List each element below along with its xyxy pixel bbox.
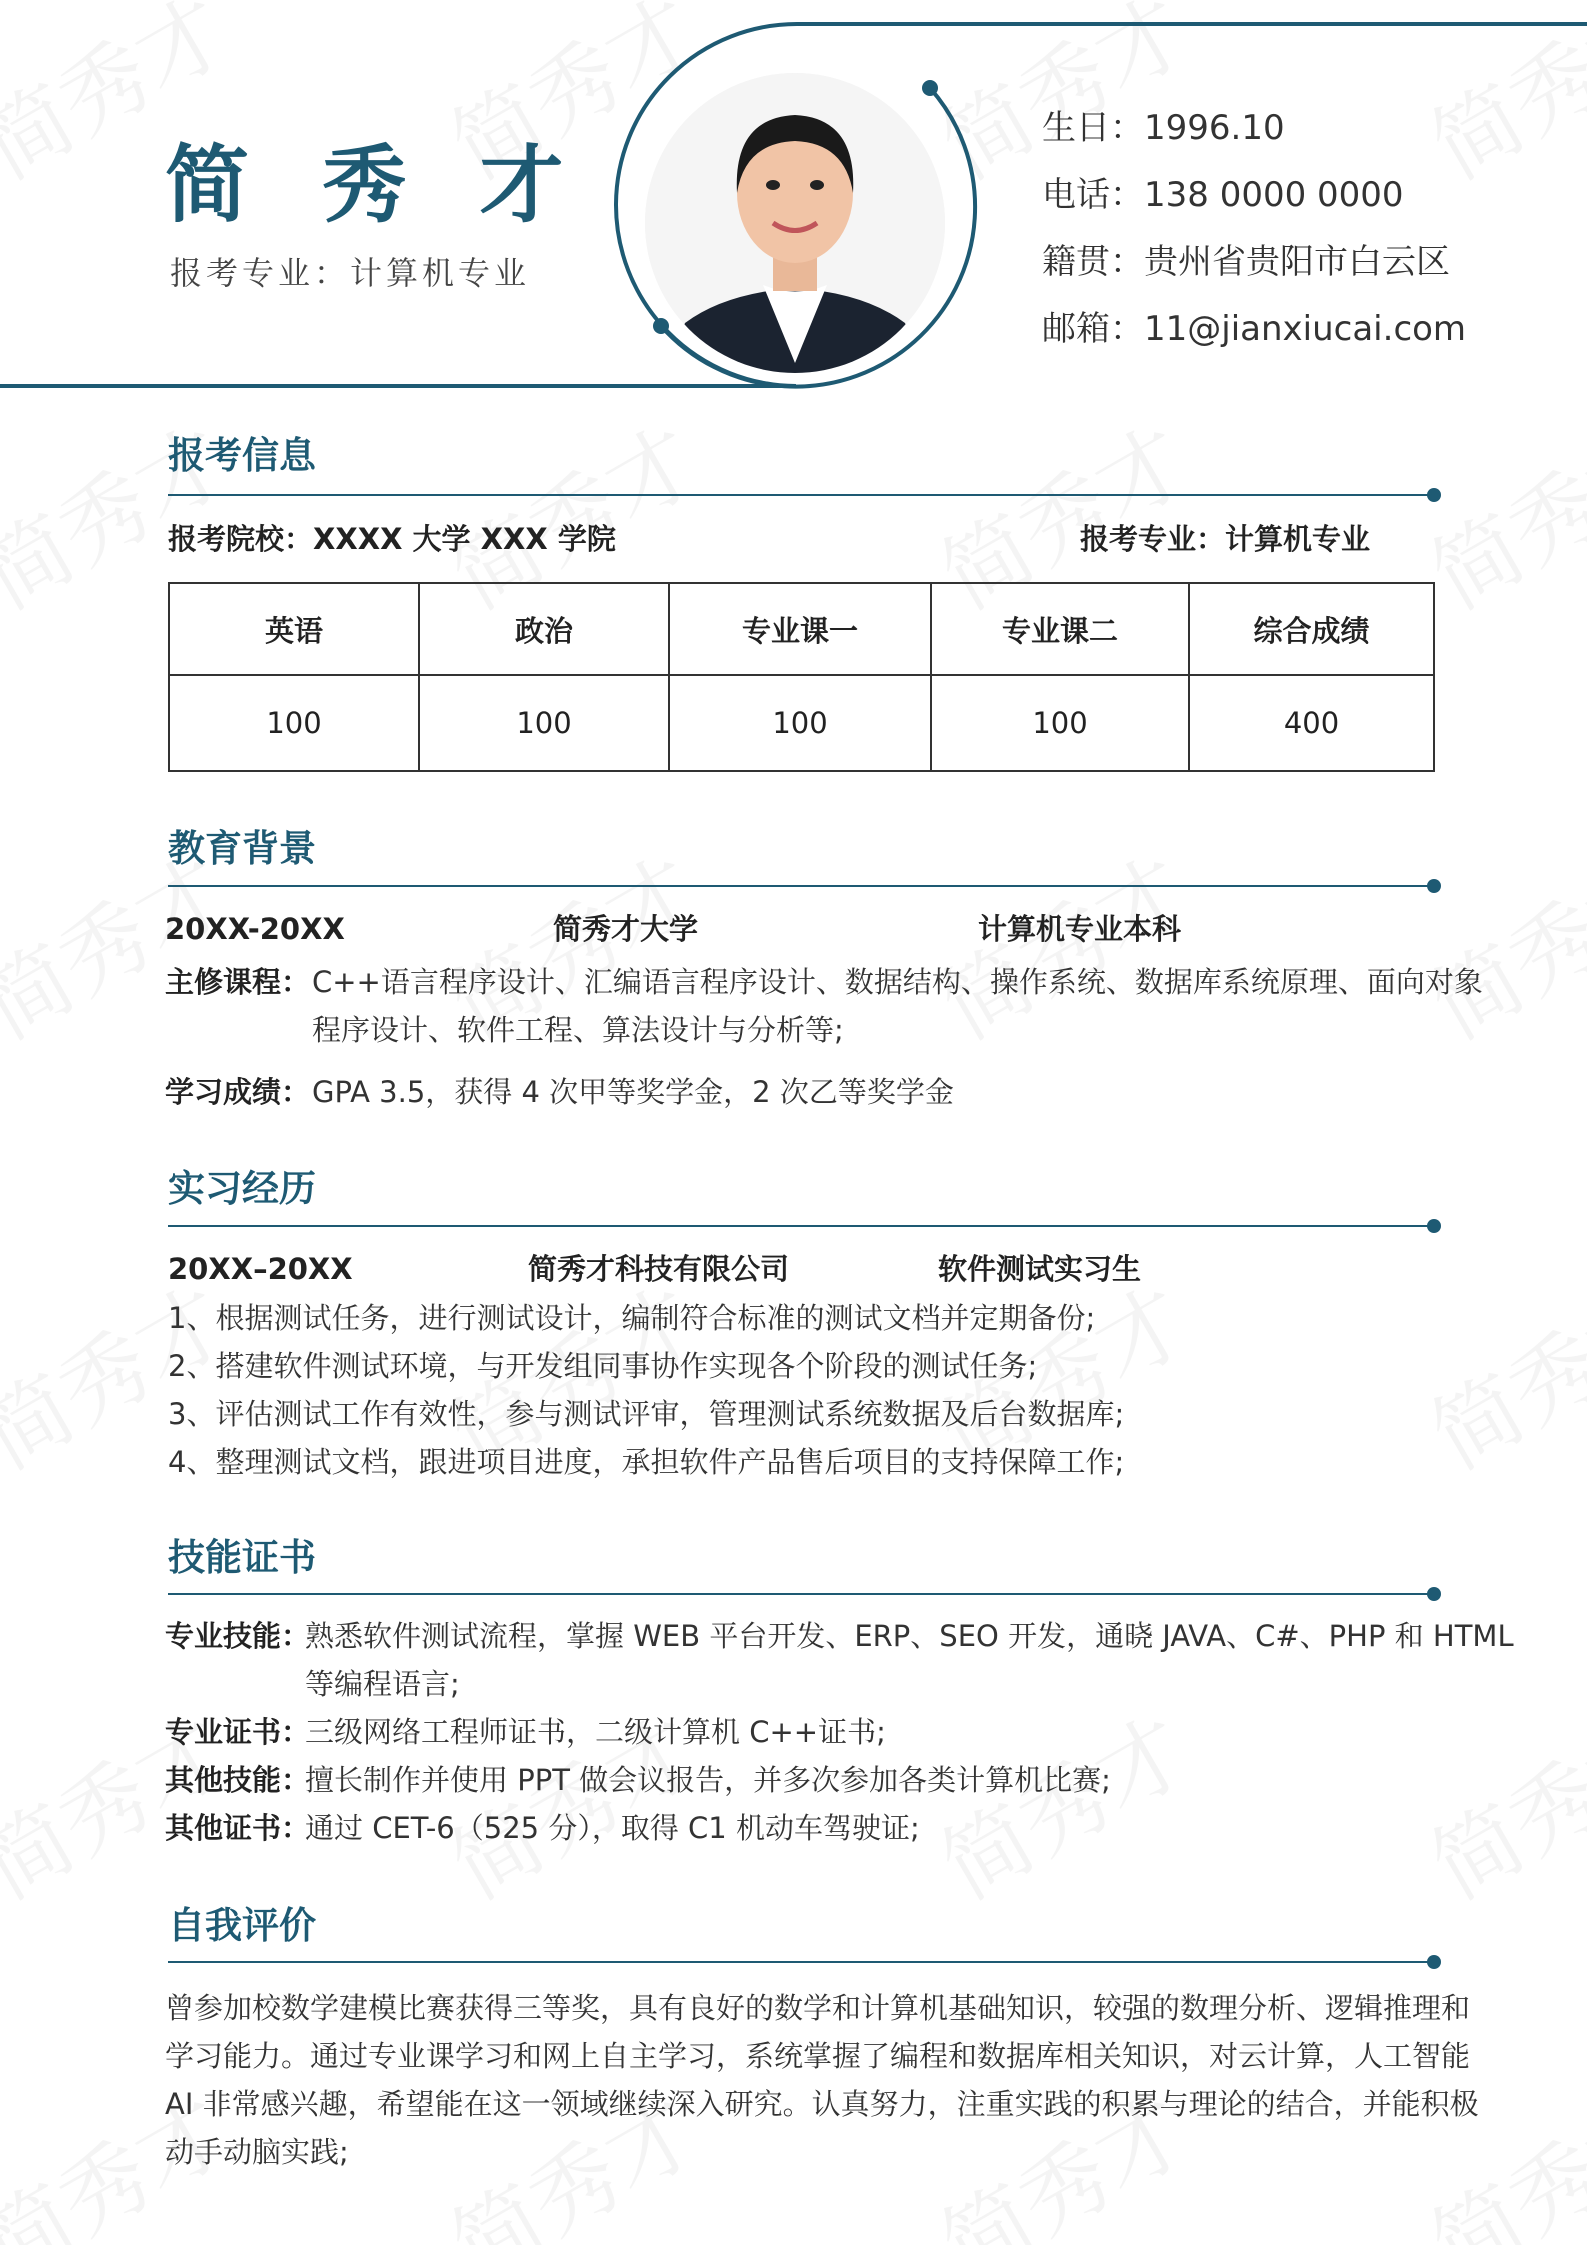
self-eval-line: 学习能力。通过专业课学习和网上自主学习，系统掌握了编程和数据库相关知识，对云计算，人工智能 [165,2039,1471,2073]
cert-label: 专业证书： [165,1715,311,1749]
section-divider-dot [1427,879,1441,893]
education-period: 20XX-20XX [165,912,345,946]
other-skills-value: 擅长制作并使用 PPT 做会议报告，并多次参加各类计算机比赛; [305,1763,1111,1797]
score-english: 100 [169,675,419,771]
contact-birthday: 生日：1996.10 [1042,108,1285,148]
section-divider [168,885,1431,887]
profile-photo [645,73,945,373]
internship-company: 简秀才科技有限公司 [528,1252,790,1286]
internship-item: 1、根据测试任务，进行测试设计，编制符合标准的测试文档并定期备份; [168,1301,1096,1335]
section-divider [168,1593,1431,1595]
self-eval-line: 曾参加校数学建模比赛获得三等奖，具有良好的数学和计算机基础知识，较强的数理分析、逻辑推理和 [165,1991,1471,2025]
internship-item: 4、整理测试文档，跟进项目进度，承担软件产品售后项目的支持保障工作; [168,1445,1125,1479]
candidate-name: 简 秀 才 [165,136,586,234]
watermark [1406,1682,1587,1923]
header-english: 英语 [169,583,419,675]
contact-email: 邮箱：11@jianxiucai.com [1042,309,1467,349]
score-politics: 100 [419,675,669,771]
internship-position: 软件测试实习生 [938,1252,1142,1286]
header-course2: 专业课二 [931,583,1189,675]
exam-major: 报考专业：计算机专业 [1080,522,1371,556]
cert-value: 三级网络工程师证书，二级计算机 C++证书; [305,1715,886,1749]
section-title-exam: 报考信息 [168,434,316,477]
internship-period: 20XX–20XX [168,1252,353,1286]
education-school: 简秀才大学 [553,912,699,946]
score-course1: 100 [669,675,931,771]
contact-phone: 电话：138 0000 0000 [1042,175,1404,215]
applied-major-subtitle: 报考专业：计算机专业 [170,254,531,292]
section-divider-dot [1427,488,1441,502]
self-eval-line: 动手动脑实践; [165,2135,349,2169]
self-eval-line: AI 非常感兴趣，希望能在这一领域继续深入研究。认真努力，注重实践的积累与理论的结合，并能积极 [165,2087,1479,2121]
section-title-internship: 实习经历 [168,1167,316,1210]
internship-item: 3、评估测试工作有效性，参与测试评审，管理测试系统数据及后台数据库; [168,1397,1125,1431]
header-course1: 专业课一 [669,583,931,675]
courses-label: 主修课程： [165,965,311,999]
education-degree: 计算机专业本科 [978,912,1182,946]
watermark [1406,1252,1587,1493]
watermark [1406,822,1587,1063]
courses-line-1: C++语言程序设计、汇编语言程序设计、数据结构、操作系统、数据库系统原理、面向对象 [312,965,1483,999]
contact-info [1042,105,1466,373]
section-divider [168,494,1431,496]
section-divider-dot [1427,1219,1441,1233]
courses-line-2: 程序设计、软件工程、算法设计与分析等; [312,1013,844,1047]
score-table-row [169,675,1434,771]
pro-skills-label: 专业技能： [165,1619,311,1653]
other-skills-label: 其他技能： [165,1763,311,1797]
score-course2: 100 [931,675,1189,771]
section-divider-dot [1427,1955,1441,1969]
internship-item: 2、搭建软件测试环境，与开发组同事协作实现各个阶段的测试任务; [168,1349,1038,1383]
score-table-header [169,583,1434,675]
header-total: 综合成绩 [1189,583,1434,675]
other-cert-label: 其他证书： [165,1811,311,1845]
score-table [168,582,1435,772]
section-divider-dot [1427,1587,1441,1601]
section-divider [168,1225,1431,1227]
section-title-education: 教育背景 [168,827,316,870]
exam-school: 报考院校：XXXX 大学 XXX 学院 [168,522,616,556]
header-politics: 政治 [419,583,669,675]
pro-skills-line-2: 等编程语言; [305,1667,460,1701]
other-cert-value: 通过 CET-6（525 分），取得 C1 机动车驾驶证; [305,1811,920,1845]
contact-hometown: 籍贯：贵州省贵阳市白云区 [1042,242,1450,282]
grades-value: GPA 3.5，获得 4 次甲等奖学金，2 次乙等奖学金 [312,1075,954,1109]
grades-label: 学习成绩： [165,1075,311,1109]
section-title-self-eval: 自我评价 [168,1904,316,1947]
section-title-skills: 技能证书 [168,1536,316,1579]
section-divider [168,1961,1431,1963]
pro-skills-line-1: 熟悉软件测试流程，掌握 WEB 平台开发、ERP、SEO 开发，通晓 JAVA、C#、PHP 和 HTML [305,1619,1514,1653]
score-total: 400 [1189,675,1434,771]
